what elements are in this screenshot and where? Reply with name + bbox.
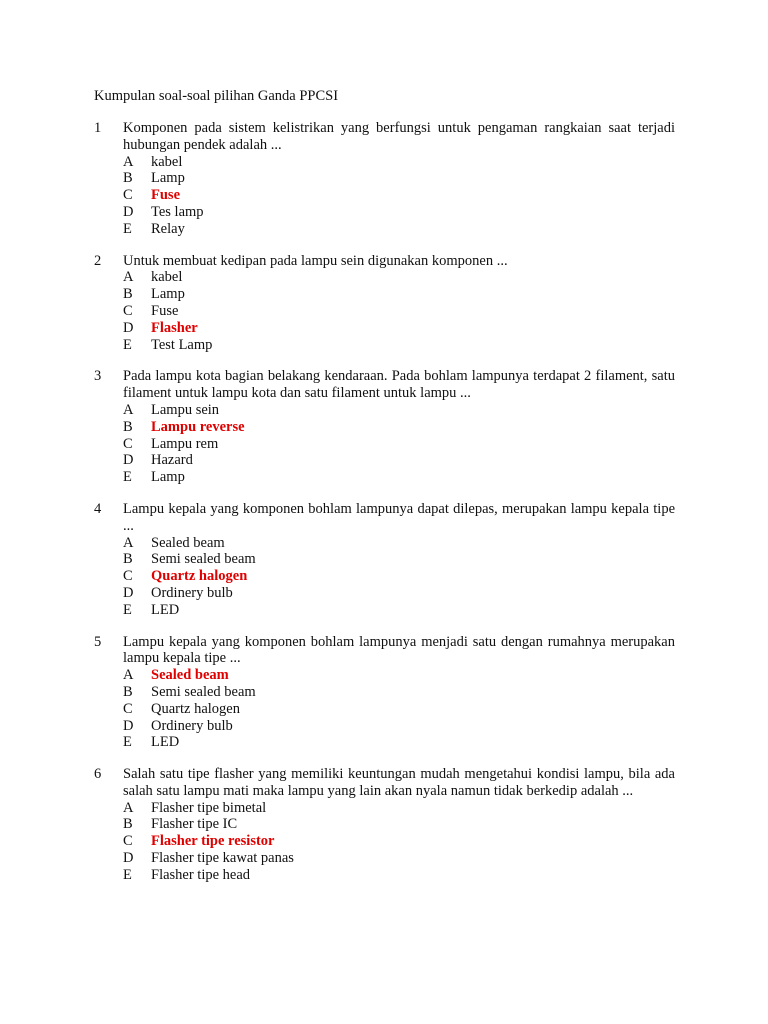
answer-option xyxy=(123,734,675,751)
question-text: Salah satu tipe flasher yang memiliki keuntungan mudah mengetahui kondisi lampu, bila ada salah satu lampu mati maka lampu yang lain akan nyala namun tidak berkedip adalah ... xyxy=(123,766,675,799)
option-text: kabel xyxy=(151,269,183,286)
question-number: 2 xyxy=(94,252,102,269)
option-text: Flasher tipe head xyxy=(151,866,251,883)
answer-option xyxy=(123,469,675,486)
answer-option-correct xyxy=(123,833,675,850)
answer-option-correct xyxy=(123,320,675,337)
option-letter: A xyxy=(123,153,134,170)
question-body xyxy=(123,766,675,884)
question-item xyxy=(94,501,675,619)
answer-option xyxy=(123,850,675,867)
option-letter: D xyxy=(123,584,134,601)
option-text: Lampu rem xyxy=(151,435,219,452)
option-text: Tes lamp xyxy=(151,203,204,220)
option-letter: C xyxy=(123,435,133,452)
option-text: LED xyxy=(151,601,180,618)
option-letter: D xyxy=(123,452,134,469)
answer-option xyxy=(123,718,675,735)
option-text: Flasher tipe IC xyxy=(151,816,238,833)
option-text: Ordinery bulb xyxy=(151,717,233,734)
option-text: Flasher tipe resistor xyxy=(151,833,275,850)
option-text: Flasher xyxy=(151,319,198,336)
option-text: Lampu reverse xyxy=(151,418,245,435)
option-text: Fuse xyxy=(151,302,179,319)
option-letter: C xyxy=(123,302,133,319)
option-letter: A xyxy=(123,269,134,286)
question-number: 3 xyxy=(94,368,102,385)
answer-option-correct xyxy=(123,419,675,436)
answer-option xyxy=(123,204,675,221)
question-item xyxy=(94,253,675,354)
option-letter: D xyxy=(123,850,134,867)
option-letter: A xyxy=(123,667,134,684)
option-letter: E xyxy=(123,866,132,883)
question-item xyxy=(94,634,675,752)
option-letter: B xyxy=(123,418,133,435)
option-letter: E xyxy=(123,336,132,353)
option-text: Flasher tipe kawat panas xyxy=(151,850,294,867)
option-text: Fuse xyxy=(151,187,180,204)
option-text: Flasher tipe bimetal xyxy=(151,799,267,816)
document-title: Kumpulan soal-soal pilihan Ganda PPCSI xyxy=(94,88,339,104)
document-page xyxy=(94,87,675,899)
option-text: Lamp xyxy=(151,286,185,303)
option-text: Lampu sein xyxy=(151,401,220,418)
option-letter: D xyxy=(123,717,134,734)
answer-option xyxy=(123,402,675,419)
option-text: Test Lamp xyxy=(151,336,213,353)
option-text: Lamp xyxy=(151,170,185,187)
question-body xyxy=(123,253,675,354)
option-letter: B xyxy=(123,816,133,833)
option-letter: C xyxy=(123,700,133,717)
answer-option xyxy=(123,452,675,469)
answer-option-correct xyxy=(123,667,675,684)
question-number: 1 xyxy=(94,120,102,136)
option-letter: A xyxy=(123,799,134,816)
option-text: Lamp xyxy=(151,469,185,486)
question-body xyxy=(123,368,675,486)
option-letter: E xyxy=(123,220,132,237)
answer-option xyxy=(123,170,675,187)
question-number: 6 xyxy=(94,766,102,783)
answer-option xyxy=(123,221,675,238)
option-text: Hazard xyxy=(151,452,193,469)
option-letter: B xyxy=(123,683,133,700)
question-number: 4 xyxy=(94,500,102,517)
question-number: 5 xyxy=(94,633,102,650)
question-text: Lampu kepala yang komponen bohlam lampunya menjadi satu dengan rumahnya merupakan lampu kepala tipe ... xyxy=(123,633,675,667)
answer-option xyxy=(123,535,675,552)
question-list xyxy=(94,120,675,884)
option-letter: A xyxy=(123,401,134,418)
option-text: Semi sealed beam xyxy=(151,551,256,568)
option-letter: C xyxy=(123,187,133,204)
question-text: Pada lampu kota bagian belakang kendaraan. Pada bohlam lampunya terdapat 2 filament, satu filament untuk lampu kota dan satu filament untuk lampu ... xyxy=(123,368,675,402)
answer-option xyxy=(123,154,675,171)
answer-option-correct xyxy=(123,187,675,204)
question-item xyxy=(94,766,675,884)
option-text: Relay xyxy=(151,220,185,237)
answer-option xyxy=(123,286,675,303)
option-text: Quartz halogen xyxy=(151,568,248,585)
answer-option xyxy=(123,436,675,453)
answer-option xyxy=(123,816,675,833)
question-item xyxy=(94,120,675,238)
option-text: Quartz halogen xyxy=(151,700,240,717)
option-letter: A xyxy=(123,534,134,551)
option-text: Sealed beam xyxy=(151,667,229,684)
question-text: Lampu kepala yang komponen bohlam lampunya dapat dilepas, merupakan lampu kepala tipe ... xyxy=(123,500,675,534)
option-letter: E xyxy=(123,469,132,486)
answer-option xyxy=(123,684,675,701)
answer-option xyxy=(123,867,675,884)
option-letter: D xyxy=(123,203,134,220)
answer-option xyxy=(123,602,675,619)
answer-option xyxy=(123,800,675,817)
answer-option xyxy=(123,337,675,354)
option-letter: B xyxy=(123,286,133,303)
option-letter: C xyxy=(123,833,133,850)
option-text: kabel xyxy=(151,153,183,170)
answer-option xyxy=(123,269,675,286)
option-text: Sealed beam xyxy=(151,534,225,551)
option-letter: D xyxy=(123,319,134,336)
option-letter: B xyxy=(123,551,133,568)
question-body xyxy=(123,501,675,619)
answer-option xyxy=(123,551,675,568)
answer-option xyxy=(123,701,675,718)
option-text: Ordinery bulb xyxy=(151,584,233,601)
option-letter: C xyxy=(123,568,133,585)
answer-option xyxy=(123,585,675,602)
option-text: LED xyxy=(151,734,180,751)
option-text: Semi sealed beam xyxy=(151,683,256,700)
option-letter: E xyxy=(123,601,132,618)
question-body xyxy=(123,120,675,238)
option-letter: B xyxy=(123,170,133,187)
question-body xyxy=(123,634,675,752)
answer-option xyxy=(123,303,675,320)
option-letter: E xyxy=(123,734,132,751)
answer-option-correct xyxy=(123,568,675,585)
question-text: Untuk membuat kedipan pada lampu sein digunakan komponen ... xyxy=(123,252,508,269)
question-item xyxy=(94,368,675,486)
question-text: Komponen pada sistem kelistrikan yang berfungsi untuk pengaman rangkaian saat terjadi hubungan pendek adalah ... xyxy=(123,120,675,153)
